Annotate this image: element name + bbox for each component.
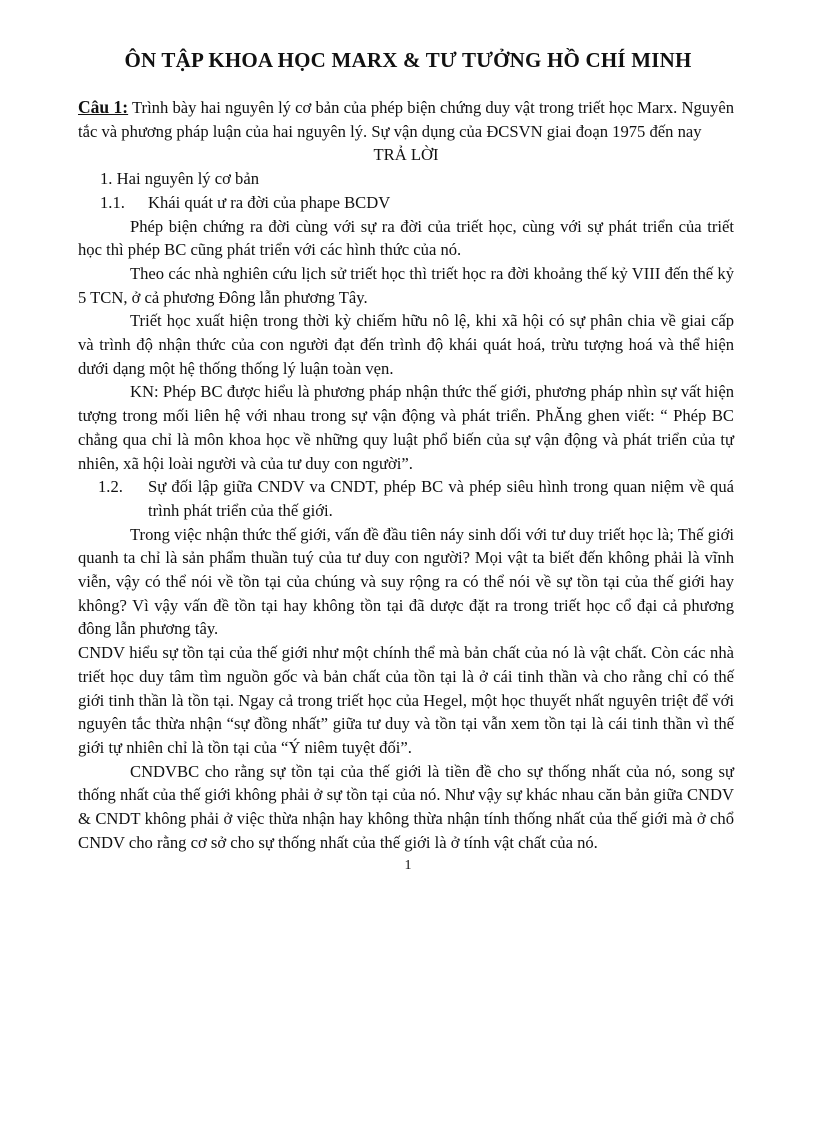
section-heading-1-2 (78, 475, 734, 522)
answer-heading: TRẢ LỜI (373, 145, 439, 165)
body-paragraph: CNDVBC cho rằng sự tồn tại của thế giới là tiền đề cho sự thống nhất của nó, song sự thống nhất của thế giới không phải ở sự tồn tại của nó. Như vậy sự khác nhau căn bản giữa CNDV & CNDT không phải ở việc thừa nhận hay không thừa nhận tính thống nhất của thế giới mà ở chổ CNDV cho rằng cơ sở cho sự thống nhất của thế giới là ở tính vật chất của nó. (78, 761, 734, 852)
section-heading-1-1 (78, 191, 734, 215)
question-label: Câu 1: (78, 97, 129, 117)
question-text: Trình bày hai nguyên lý cơ bản của phép biện chứng duy vật trong triết học Marx. Nguyên tắc và phương pháp luận của hai nguyên lý. Sự vận dụng của ĐCSVN giai đoạn 1975 đến nay (78, 98, 734, 141)
page-title: ÔN TẬP KHOA HỌC MARX & TƯ TƯỞNG HỒ CHÍ MINH (124, 48, 692, 72)
body-paragraph: Trong việc nhận thức thế giới, vấn đề đầu tiên náy sinh dối với tư duy triết học là; Thế giới quanh ta chỉ là sản phẩm thuần tuý của tư duy con người? Mọi vật ta biết đến không phải là vĩnh viễn, vậy có thể nói về tồn tại của chúng và suy rộng ra có thể nói về sự tồn tại của thế giới hay không? Vì vậy vấn đề tồn tại hay không tồn tại đã dược đặt ra trong triết học cổ đại cả phương đông lẫn phương tây. (78, 524, 734, 639)
body-paragraph: Triết học xuất hiện trong thời kỳ chiếm hữu nô lệ, khi xã hội có sự phân chia về giai cấp và trình độ nhận thức của con người đạt đến trình độ khái quát hoá, trừu tượng hoá và thể hiện dưới dạng một hệ thống thống lý luận toàn vẹn. (78, 311, 734, 378)
body-paragraph: Theo các nhà nghiên cứu lịch sử triết học thì triết học ra đời khoảng thế kỷ VIII đến thế kỷ 5 TCN, ở cả phương Đông lẫn phương Tây. (78, 263, 734, 307)
section-number-1-1: 1.1. (100, 192, 125, 212)
section-heading-1: 1. Hai nguyên lý cơ bản (100, 169, 260, 189)
section-number-1-2: 1.2. (98, 477, 123, 497)
question-paragraph (78, 96, 734, 143)
body-paragraph: Phép biện chứng ra đời cùng với sự ra đời của triết học, cùng với sự phát triển của triết học thì phép BC cũng phát triển với các hình thức của nó. (78, 216, 734, 260)
section-text-1-2: Sự đối lập giữa CNDV va CNDT, phép BC và phép siêu hình trong quan niệm về quá trình phát triển của thế giới. (148, 477, 734, 520)
body-paragraph: CNDV hiểu sự tồn tại của thế giới như một chính thể mà bản chất của nó là vật chất. Còn các nhà triết học duy tâm tìm nguồn gốc và bản chất của tồn tại là ở cái tinh thần và cho rằng chỉ có thế giới tinh thần là tồn tại. Ngay cả trong triết học của Hegel, một học thuyết nhất nguyên triệt để với nguyên tắc thừa nhận “sự đồng nhất” giữa tư duy và tồn tại vẫn xem tồn tại là cái tinh thần vì thế giới tự nhiên chỉ là tồn tại của “Ý niêm tuyệt đối”. (78, 643, 734, 757)
section-text-1-1: Khái quát ư ra đời của phape BCDV (148, 192, 391, 212)
document-body (78, 96, 734, 855)
page-number: 1 (404, 858, 412, 873)
body-paragraph: KN: Phép BC được hiểu là phương pháp nhận thức thế giới, phương pháp nhìn sự vất hiện tượng trong mối liên hệ với nhau trong sự vận động và phát triển. PhĂng ghen viết: “ Phép BC chẳng qua chỉ là môn khoa học về những quy luật phổ biến của sự vận động và phát triển của tự nhiên, xã hội loài người và của tư duy con người”. (78, 382, 734, 473)
